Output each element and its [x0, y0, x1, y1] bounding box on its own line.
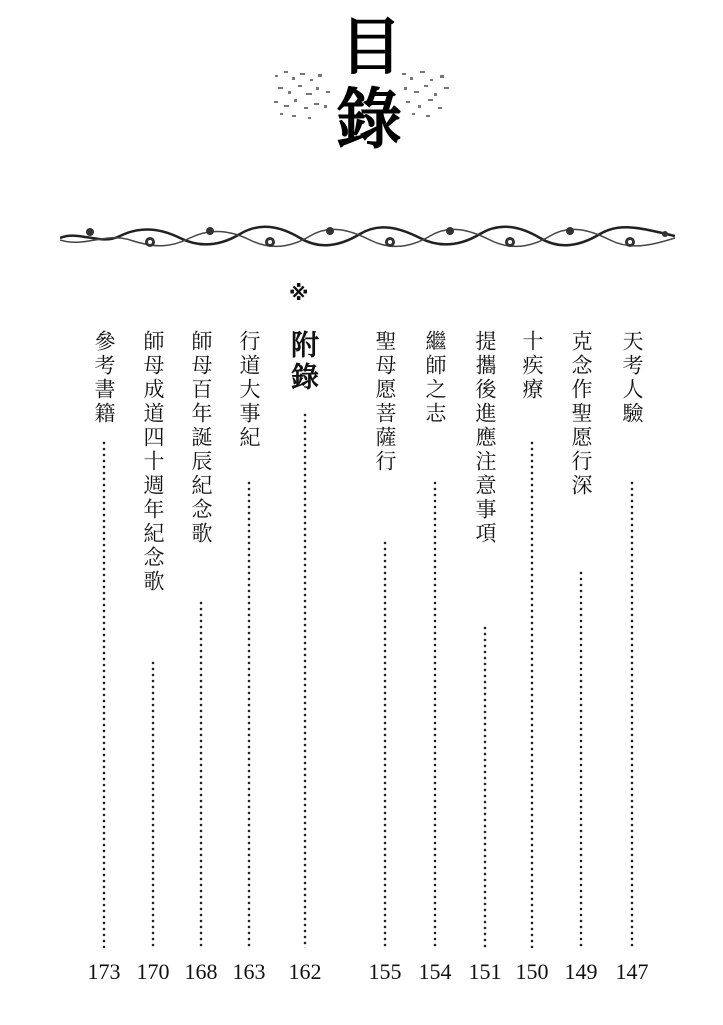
toc-entry: [372, 330, 398, 474]
dot-leader: [630, 480, 634, 948]
toc-entry: [91, 330, 117, 426]
toc-entry: [422, 330, 448, 426]
toc-entry-title: 師母成道四十週年紀念歌: [141, 330, 165, 594]
toc-entry-title: 行道大事紀: [237, 330, 261, 450]
page-number: 151: [468, 959, 502, 984]
toc-entry-title: 克念作聖愿行深: [569, 330, 593, 498]
page-number: 173: [87, 959, 121, 984]
toc-entry-title: 繼師之志: [423, 330, 447, 426]
toc-entry: [472, 330, 498, 546]
page-number: 163: [232, 959, 266, 984]
toc-title: [270, 10, 460, 170]
toc-entry-title: 聖母愿菩薩行: [373, 330, 397, 474]
title-char-2: 錄: [336, 80, 402, 158]
toc-entry-title: 師母百年誕辰紀念歌: [189, 330, 213, 546]
toc-entry: [140, 330, 166, 594]
dot-leader: [102, 440, 106, 948]
appendix-label: 附錄: [287, 330, 320, 394]
page-number: 155: [368, 959, 402, 984]
page-number: 162: [288, 959, 322, 984]
toc-entry-title: 十疾療: [520, 330, 544, 402]
dot-leader: [151, 660, 155, 948]
decorative-vine-divider: [60, 222, 675, 250]
title-ornament-left: [270, 65, 340, 125]
toc-entry-title: 天考人驗: [620, 330, 644, 426]
title-char-1: 目: [340, 10, 403, 83]
page-number: 147: [615, 959, 649, 984]
toc-entry: [568, 330, 594, 498]
toc-entry-title: 參考書籍: [92, 330, 116, 426]
page-number: 154: [418, 959, 452, 984]
page-number: 149: [564, 959, 598, 984]
dot-leader: [579, 570, 583, 948]
toc-entry: [188, 330, 214, 546]
dot-leader: [247, 480, 251, 948]
dot-leader: [383, 540, 387, 948]
dot-leader: [483, 625, 487, 948]
page-number: 168: [184, 959, 218, 984]
toc-entry: [519, 330, 545, 402]
dot-leader: [303, 412, 307, 948]
dot-leader: [433, 480, 437, 948]
page-number: 170: [136, 959, 170, 984]
page-number: 150: [515, 959, 549, 984]
dot-leader: [199, 600, 203, 948]
toc-entry-title: 提攜後進應注意事項: [473, 330, 497, 546]
dot-leader: [530, 440, 534, 948]
title-ornament-right: [398, 65, 458, 125]
appendix-mark: ※: [289, 281, 309, 305]
toc-entry: [619, 330, 645, 426]
toc-entry: [236, 330, 262, 450]
